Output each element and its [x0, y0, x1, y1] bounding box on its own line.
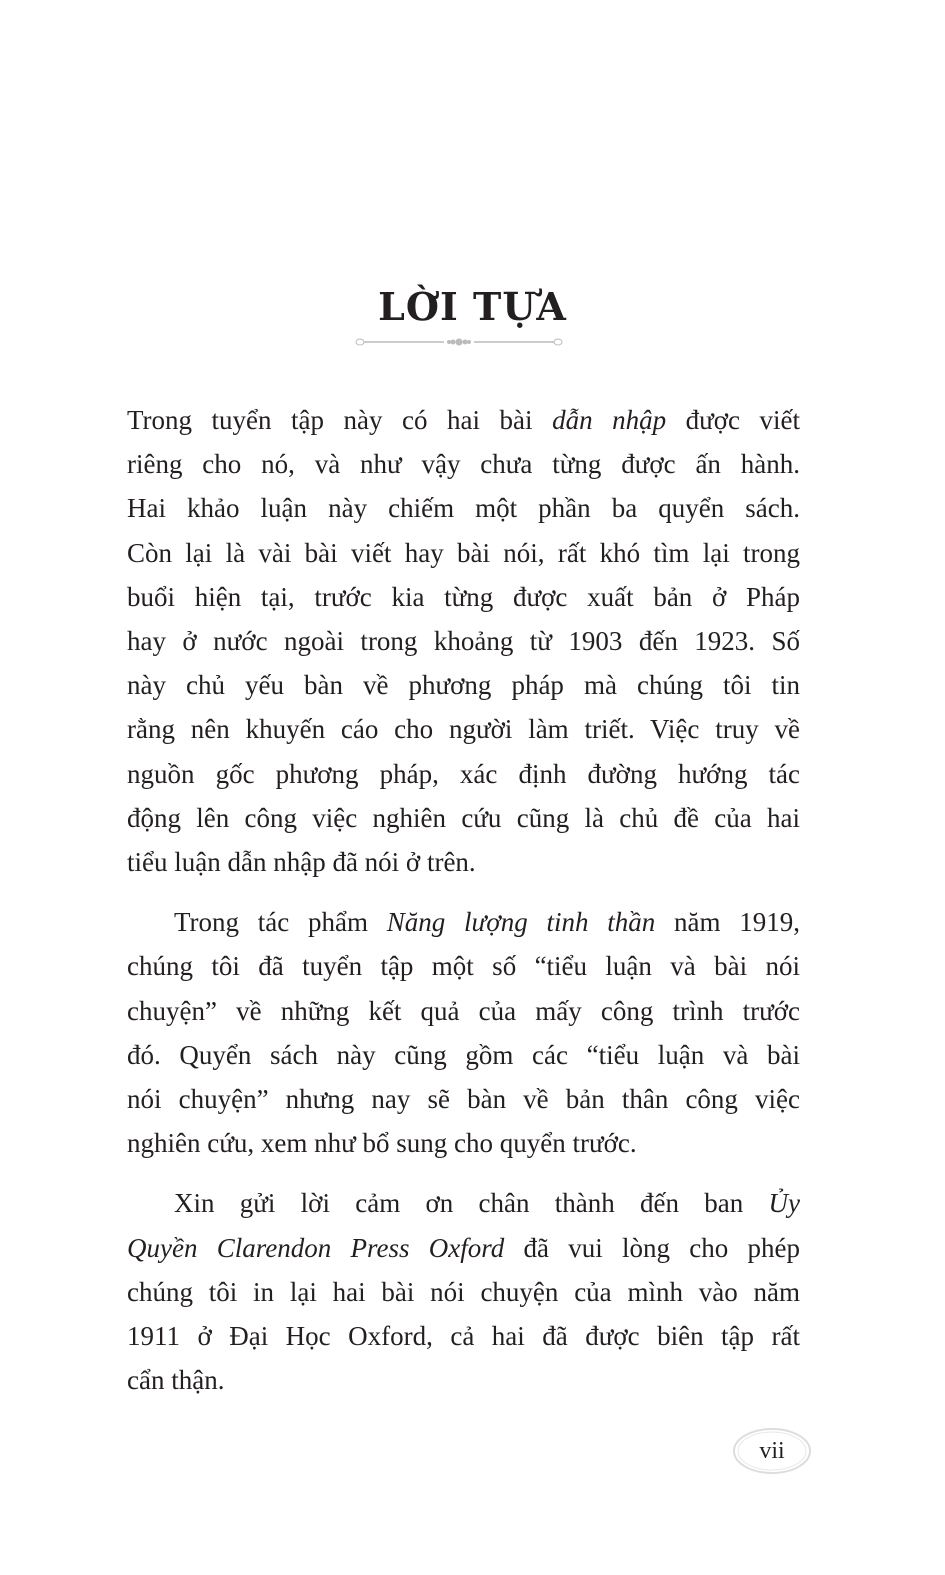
text-line [127, 1358, 800, 1402]
paragraph [127, 398, 800, 884]
preface-body [127, 398, 800, 1418]
text-segment: 1911 ở Đại Học Oxford, cả hai đã được biên tập rất [127, 1321, 800, 1352]
text-line [127, 1033, 800, 1077]
text-segment: chúng tôi in lại hai bài nói chuyện của mình vào năm [127, 1276, 800, 1307]
paragraph [127, 1181, 800, 1402]
text-segment: Xin gửi lời cảm ơn chân thành đến ban [174, 1188, 769, 1219]
text-line [127, 531, 800, 575]
text-segment: đó. Quyển sách này cũng gồm các “tiểu luận và bài [127, 1039, 800, 1070]
paragraph [127, 900, 800, 1165]
text-segment: tiểu luận dẫn nhập đã nói ở trên. [127, 847, 476, 878]
text-line [127, 1121, 800, 1165]
text-line [127, 1226, 800, 1270]
italic-text: Quyền Clarendon Press Oxford [127, 1232, 505, 1263]
text-segment: riêng cho nó, và như vậy chưa từng được ấn hành. [127, 449, 800, 480]
text-segment: nguồn gốc phương pháp, xác định đường hướng tác [127, 758, 800, 789]
text-segment: chuyện” về những kết quả của mấy công trình trước [127, 995, 800, 1026]
text-line [127, 796, 800, 840]
page-number: vii [759, 1438, 785, 1464]
text-segment: rằng nên khuyến cáo cho người làm triết. Việc truy về [127, 714, 800, 745]
text-segment: chúng tôi đã tuyển tập một số “tiểu luận và bài nói [127, 951, 800, 982]
text-segment: cẩn thận. [127, 1365, 225, 1396]
text-line [127, 1270, 800, 1314]
text-segment: buổi hiện tại, trước kia từng được xuất bản ở Pháp [127, 581, 800, 612]
page-number-badge [730, 1424, 814, 1478]
text-line [127, 1314, 800, 1358]
text-segment: này chủ yếu bàn về phương pháp mà chúng tôi tin [127, 670, 800, 701]
text-line [127, 1181, 800, 1225]
text-line [127, 752, 800, 796]
text-line [127, 1077, 800, 1121]
text-segment: hay ở nước ngoài trong khoảng từ 1903 đến 1923. Số [127, 626, 800, 657]
text-line [127, 663, 800, 707]
text-line [127, 398, 800, 442]
page-title: LỜI TỰA [378, 284, 567, 329]
text-line [127, 575, 800, 619]
text-segment: nghiên cứu, xem như bổ sung cho quyển trước. [127, 1128, 637, 1159]
text-segment: Trong tuyển tập này có hai bài [127, 405, 553, 435]
text-segment: được viết [666, 405, 800, 435]
text-line [127, 840, 800, 884]
text-line [127, 900, 800, 944]
text-segment: năm 1919, [655, 907, 800, 938]
text-line [127, 619, 800, 663]
italic-text: Ủy [768, 1188, 800, 1219]
italic-text: dẫn nhập [552, 405, 667, 435]
text-segment: Trong tác phẩm [174, 907, 387, 938]
text-segment: Còn lại là vài bài viết hay bài nói, rất khó tìm lại trong [127, 537, 800, 568]
text-segment: Hai khảo luận này chiếm một phần ba quyển sách. [127, 493, 800, 524]
title-ornament-divider [352, 334, 566, 350]
text-line [127, 486, 800, 530]
italic-text: Năng lượng tinh thần [386, 907, 656, 938]
text-segment: nói chuyện” nhưng nay sẽ bàn về bản thân công việc [127, 1084, 800, 1115]
text-segment: đã vui lòng cho phép [504, 1232, 800, 1263]
text-line [127, 707, 800, 751]
text-segment: động lên công việc nghiên cứu cũng là chủ đề của hai [127, 802, 800, 833]
text-line [127, 989, 800, 1033]
text-line [127, 442, 800, 486]
text-line [127, 944, 800, 988]
